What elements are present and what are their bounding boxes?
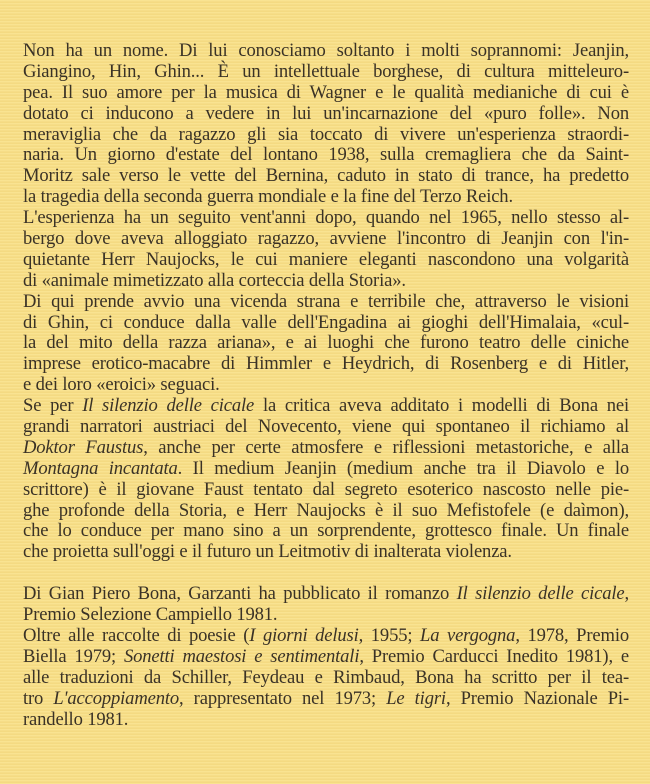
text-line: randello 1981.	[23, 708, 129, 730]
text-line: alle traduzioni da Schiller, Feydeau e Rimbaud, Bona ha scritto per il tea-	[23, 666, 629, 688]
book-title: La vergogna	[420, 625, 516, 647]
book-title: Sonetti maestosi e sentimentali	[123, 645, 360, 667]
text-line: tro L'accoppiamento, rappresentato nel 1973; Le tigri, Premio Nazionale Pi-	[23, 687, 629, 709]
book-title: Montagna incantata	[23, 457, 178, 479]
text-line: Di qui prende avvio una vicenda strana e terribile che, attraverso le visioni	[23, 290, 629, 312]
text-line: naria. Un giorno d'estate del lontano 1938, sulla cremagliera che da Saint-	[23, 144, 629, 166]
book-back-cover-text	[23, 41, 629, 731]
text-line: bergo dove aveva alloggiato ragazzo, avviene l'incontro di Jeanjin con l'in-	[23, 228, 629, 250]
text-line: Doktor Faustus, anche per certe atmosfere e riflessioni metastoriche, e alla	[23, 436, 629, 458]
text-line: ghe profonde della Storia, e Herr Naujocks è il suo Mefistofele (e daìmon),	[23, 499, 629, 521]
book-title: Le tigri	[386, 687, 446, 709]
book-title: Il silenzio delle cicale	[82, 395, 255, 417]
book-title: Il silenzio delle cicale	[456, 583, 625, 605]
text-line: di «animale mimetizzato alla corteccia della Storia».	[23, 269, 406, 291]
text-line: Di Gian Piero Bona, Garzanti ha pubblicato il romanzo Il silenzio delle cicale,	[23, 583, 630, 605]
text-line: scrittore) è il giovane Faust tentato dal segreto esoterico nascosto nelle pie-	[23, 478, 629, 500]
paragraph-gap	[23, 563, 629, 584]
book-title: I giorni delusi	[249, 625, 359, 647]
text-line: imprese erotico-macabre di Himmler e Heydrich, di Rosenberg e di Hitler,	[23, 353, 629, 375]
text-line: che lo conduce per mano sino a un sorprendente, grottesco finale. Un finale	[23, 520, 629, 542]
text-line: Giangino, Hin, Ghin... È un intellettuale borghese, di cultura mitteleuro-	[23, 60, 629, 82]
book-title: L'accoppiamento	[53, 687, 180, 709]
text-line: Biella 1979; Sonetti maestosi e sentimentali, Premio Carducci Inedito 1981), e	[23, 645, 629, 667]
text-line: meraviglia che da ragazzo gli sia toccato di vivere un'esperienza straordi-	[23, 123, 629, 145]
text-line: dotato ci inducono a vedere in lui un'incarnazione del «puro folle». Non	[23, 102, 629, 124]
text-line: la del mito della razza ariana», e ai luoghi che furono teatro delle ciniche	[23, 332, 629, 354]
blurb-paragraph	[23, 41, 629, 563]
book-title: Doktor Faustus	[23, 436, 144, 458]
text-line: grandi narratori austriaci del Novecento, viene qui spontaneo il richiamo al	[23, 416, 629, 438]
author-bio-paragraph	[23, 584, 629, 730]
text-line: di Ghin, ci conduce dalla valle dell'Engadina ai gioghi dell'Himalaia, «cul-	[23, 311, 629, 333]
text-line: Montagna incantata. Il medium Jeanjin (medium anche tra il Diavolo e lo	[23, 457, 629, 479]
text-line: pea. Il suo amore per la musica di Wagner e le qualità medianiche di cui è	[23, 81, 629, 103]
text-line: Moritz sale verso le vette del Bernina, caduto in stato di trance, ha predetto	[23, 165, 629, 187]
text-line: Non ha un nome. Di lui conosciamo soltanto i molti soprannomi: Jeanjin,	[23, 40, 629, 61]
text-line: Se per Il silenzio delle cicale la critica aveva additato i modelli di Bona nei	[23, 395, 629, 417]
text-line: e dei loro «eroici» seguaci.	[23, 374, 220, 396]
text-line: Oltre alle raccolte di poesie (I giorni delusi, 1955; La vergogna, 1978, Premio	[23, 625, 629, 647]
text-line: la tragedia della seconda guerra mondiale e la fine del Terzo Reich.	[23, 186, 513, 208]
text-line: L'esperienza ha un seguito vent'anni dopo, quando nel 1965, nello stesso al-	[23, 207, 629, 229]
text-line: quietante Herr Naujocks, le cui maniere eleganti nascondono una volgarità	[23, 248, 629, 270]
text-line: che proietta sull'oggi e il futuro un Leitmotiv di inalterata violenza.	[23, 541, 512, 563]
text-line: Premio Selezione Campiello 1981.	[23, 604, 278, 626]
